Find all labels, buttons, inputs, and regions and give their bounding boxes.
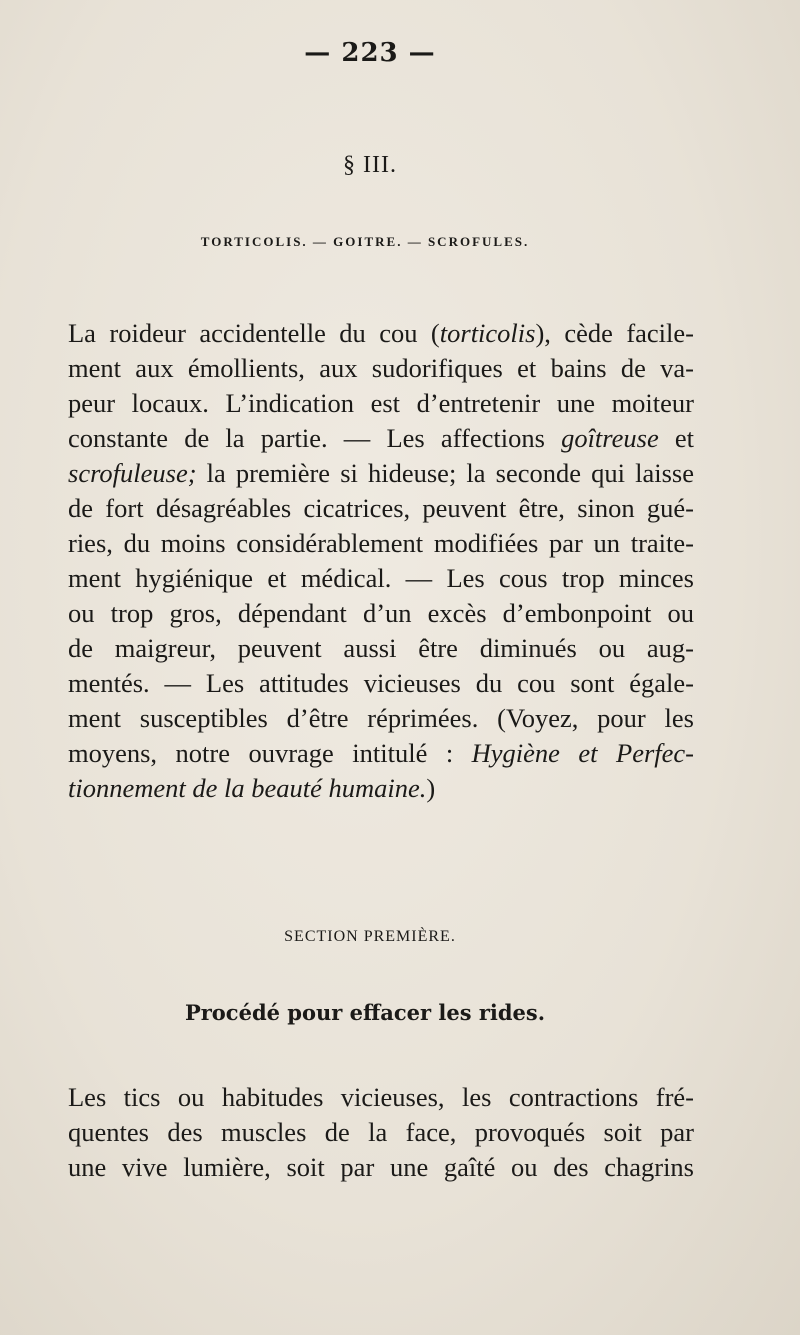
section-subtitle: TORTICOLIS. — GOITRE. — SCROFULES. (200, 234, 530, 249)
text-line: de maigreur, peuvent aussi être diminués ou aug- (68, 633, 694, 663)
paragraph-rides (68, 1080, 694, 1185)
text-line: Les tics ou habitudes vicieuses, les contractions fré- (68, 1082, 694, 1112)
section-heading: § III. (343, 152, 397, 178)
procede-title: Procédé pour effacer les rides. (184, 1000, 546, 1025)
text-line: de fort désagréables cicatrices, peuvent être, sinon gué- (68, 493, 694, 523)
text-line: quentes des muscles de la face, provoqués soit par (68, 1117, 694, 1147)
text-line: peur locaux. L’indication est d’entretenir une moiteur (68, 388, 694, 418)
text-line: moyens, notre ouvrage intitulé : Hygiène et Perfec- (68, 738, 694, 768)
text-line: tionnement de la beauté humaine.) (68, 773, 436, 803)
text-line: ries, du moins considérablement modifiées par un traite- (68, 528, 694, 558)
text-line: constante de la partie. — Les affections goîtreuse et (68, 423, 695, 453)
text-line: scrofuleuse; la première si hideuse; la seconde qui laisse (68, 458, 694, 488)
text-line: une vive lumière, soit par une gaîté ou des chagrins (68, 1152, 694, 1182)
page-number: — 223 — (304, 38, 436, 68)
text-line: ment aux émollients, aux sudorifiques et bains de va- (68, 353, 694, 383)
text-line: La roideur accidentelle du cou (torticolis), cède facile- (68, 318, 694, 348)
text-line: ment susceptibles d’être réprimées. (Voyez, pour les (68, 703, 694, 733)
paragraph-torticolis (68, 316, 694, 806)
text-line: mentés. — Les attitudes vicieuses du cou sont égale- (68, 668, 694, 698)
section-first-heading: SECTION PREMIÈRE. (284, 928, 456, 945)
text-line: ment hygiénique et médical. — Les cous trop minces (68, 563, 694, 593)
text-line: ou trop gros, dépendant d’un excès d’embonpoint ou (68, 598, 694, 628)
